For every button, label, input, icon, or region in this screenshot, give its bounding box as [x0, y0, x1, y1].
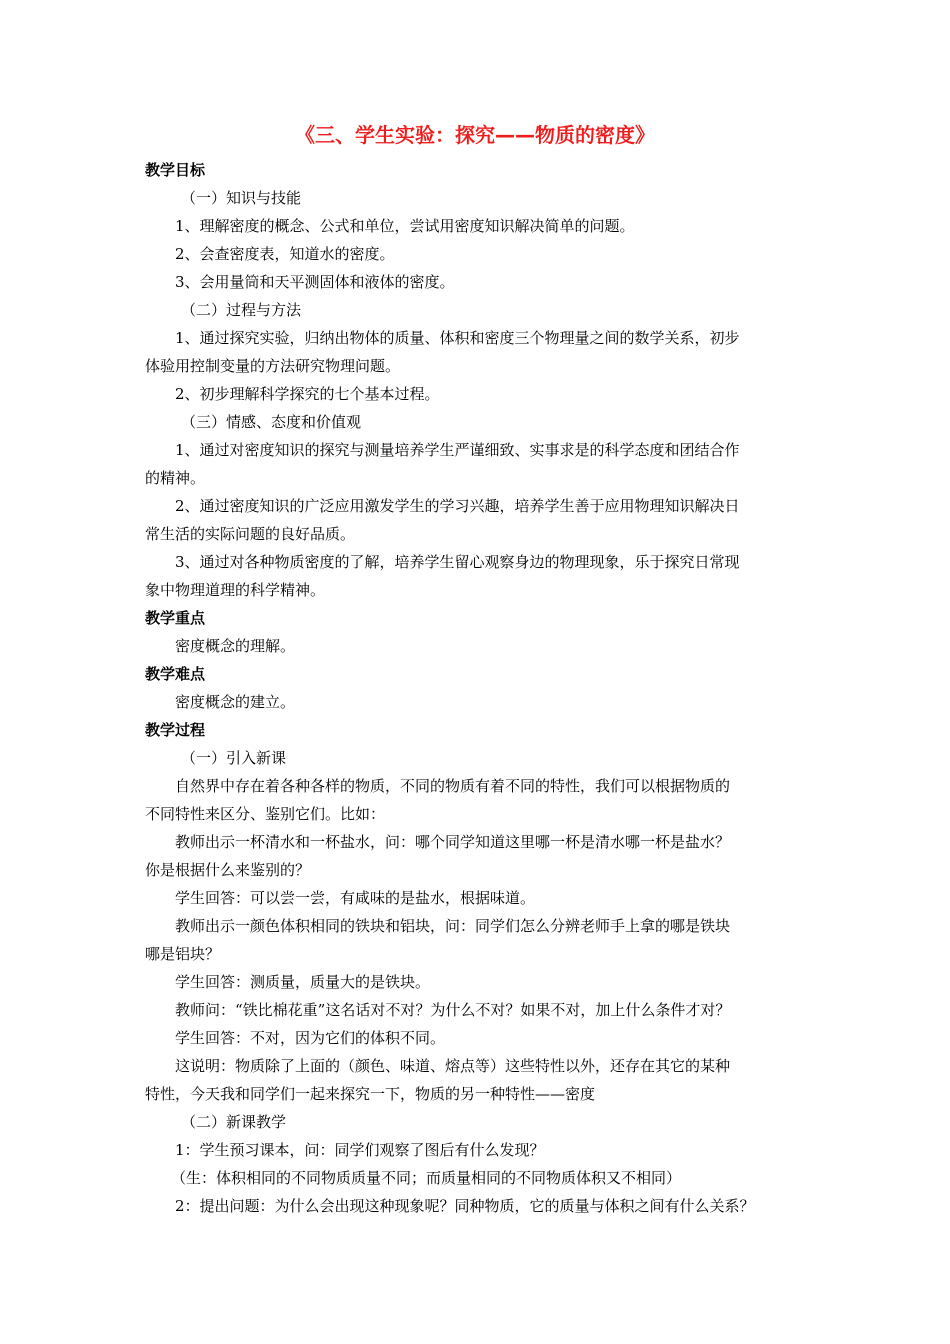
section-heading-key-point: 教学重点 — [145, 609, 206, 627]
paragraph-line: 学生回答：可以尝一尝，有咸味的是盐水，根据味道。 — [175, 889, 536, 907]
paragraph-line: 1、通过对密度知识的探究与测量培养学生严谨细致、实事求是的科学态度和团结合作 — [175, 441, 740, 459]
document-title: 《三、学生实验：探究——物质的密度》 — [295, 123, 655, 147]
paragraph-line: 教师出示一杯清水和一杯盐水，问：哪个同学知道这里哪一杯是清水哪一杯是盐水？ — [175, 833, 731, 851]
paragraph-line: 哪是铝块？ — [145, 945, 221, 963]
subsection-process-method: （二）过程与方法 — [181, 301, 302, 319]
paragraph-line: 自然界中存在着各种各样的物质，不同的物质有着不同的特性，我们可以根据物质的 — [175, 777, 731, 795]
paragraph-line: 1：学生预习课本，问：同学们观察了图后有什么发现？ — [175, 1141, 545, 1159]
paragraph-line: 2、通过密度知识的广泛应用激发学生的学习兴趣，培养学生善于应用物理知识解决日 — [175, 497, 740, 515]
paragraph-line: 2、初步理解科学探究的七个基本过程。 — [175, 385, 440, 403]
section-heading-process: 教学过程 — [145, 721, 206, 739]
paragraph-line: 3、会用量筒和天平测固体和液体的密度。 — [175, 273, 455, 291]
paragraph-line: 2、会查密度表，知道水的密度。 — [175, 245, 395, 263]
paragraph-line: 1、理解密度的概念、公式和单位，尝试用密度知识解决简单的问题。 — [175, 217, 635, 235]
paragraph-line: 常生活的实际问题的良好品质。 — [145, 525, 356, 543]
paragraph-line: 的精神。 — [145, 469, 206, 487]
document-body — [145, 156, 810, 1220]
paragraph-line: （生：体积相同的不同物质质量不同；而质量相同的不同物质体积又不相同） — [171, 1169, 682, 1187]
paragraph-line: 密度概念的理解。 — [175, 637, 296, 655]
paragraph-line: 这说明：物质除了上面的（颜色、味道、熔点等）这些特性以外，还存在其它的某种 — [175, 1057, 731, 1075]
paragraph-line: 特性，今天我和同学们一起来探究一下，物质的另一种特性——密度 — [145, 1085, 596, 1103]
section-heading-objectives: 教学目标 — [145, 161, 206, 179]
paragraph-line: 2：提出问题：为什么会出现这种现象呢？同种物质，它的质量与体积之间有什么关系？ — [175, 1197, 755, 1215]
section-heading-difficulty: 教学难点 — [145, 665, 206, 683]
paragraph-line: 3、通过对各种物质密度的了解，培养学生留心观察身边的物理现象，乐于探究日常现 — [175, 553, 740, 571]
paragraph-line: 教师问：“铁比棉花重”这名话对不对？为什么不对？如果不对，加上什么条件才对？ — [175, 1001, 731, 1019]
paragraph-line: 学生回答：测质量，质量大的是铁块。 — [175, 973, 431, 991]
subsection-introduction: （一）引入新课 — [181, 749, 287, 767]
paragraph-line: 1、通过探究实验，归纳出物体的质量、体积和密度三个物理量之间的数学关系，初步 — [175, 329, 740, 347]
subsection-knowledge-skills: （一）知识与技能 — [181, 189, 302, 207]
subsection-new-lesson: （二）新课教学 — [181, 1113, 287, 1131]
paragraph-line: 教师出示一颜色体积相同的铁块和铝块，问：同学们怎么分辨老师手上拿的哪是铁块 — [175, 917, 731, 935]
paragraph-line: 密度概念的建立。 — [175, 693, 296, 711]
paragraph-line: 你是根据什么来鉴别的？ — [145, 861, 311, 879]
paragraph-line: 体验用控制变量的方法研究物理问题。 — [145, 357, 401, 375]
paragraph-line: 象中物理道理的科学精神。 — [145, 581, 326, 599]
paragraph-line: 学生回答：不对，因为它们的体积不同。 — [175, 1029, 446, 1047]
paragraph-line: 不同特性来区分、鉴别它们。比如： — [145, 805, 386, 823]
subsection-attitude-values: （三）情感、态度和价值观 — [181, 413, 362, 431]
